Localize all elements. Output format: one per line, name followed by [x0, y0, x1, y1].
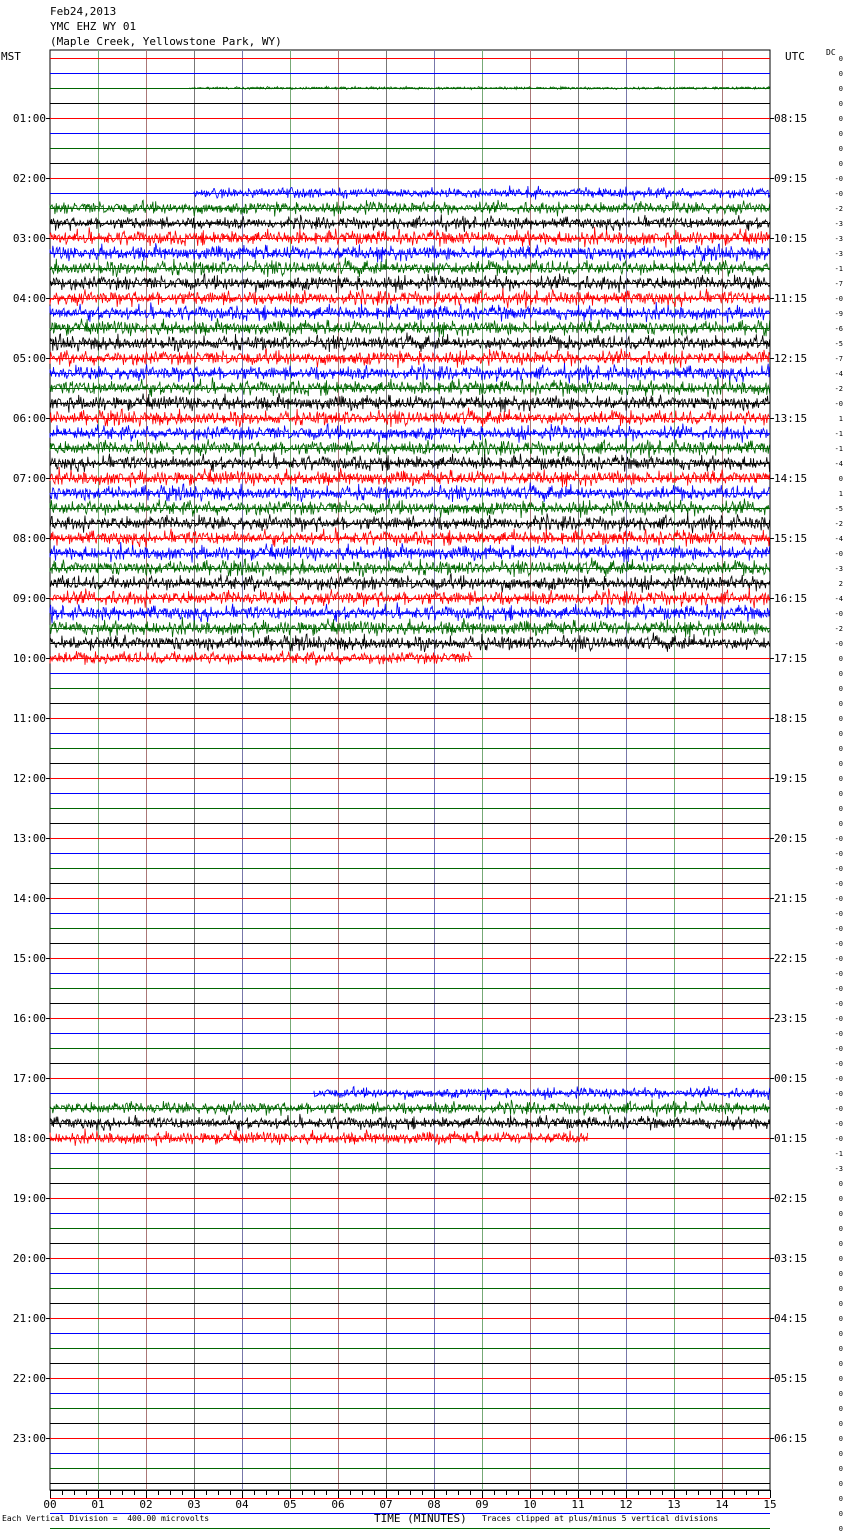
- utc-hour-label: 08:15: [774, 112, 808, 125]
- dc-offset-value: -0: [834, 880, 843, 888]
- utc-hour-label: 14:15: [774, 472, 808, 485]
- dc-offset-value: 0: [838, 1330, 843, 1338]
- utc-hour-label: 20:15: [774, 832, 808, 845]
- dc-offset-value: 1: [838, 415, 843, 423]
- mst-hour-label: 16:00: [12, 1012, 46, 1025]
- mst-hour-label: 10:00: [12, 652, 46, 665]
- dc-offset-value: 0: [838, 655, 843, 663]
- dc-offset-value: -0: [834, 1045, 843, 1053]
- dc-offset-value: 0: [838, 1450, 843, 1458]
- seismic-trace: [50, 318, 770, 337]
- x-tick-label: 03: [187, 1498, 201, 1511]
- dc-offset-value: -0: [834, 910, 843, 918]
- utc-hour-label: 21:15: [774, 892, 808, 905]
- dc-offset-value: 0: [838, 1285, 843, 1293]
- dc-offset-value: -0: [834, 640, 843, 648]
- dc-offset-value: 0: [838, 685, 843, 693]
- dc-offset-value: 0: [838, 1240, 843, 1248]
- utc-hour-label: 23:15: [774, 1012, 808, 1025]
- dc-offset-value: -3: [834, 220, 843, 228]
- dc-offset-value: -0: [834, 400, 843, 408]
- x-tick-label: 15: [763, 1498, 777, 1511]
- dc-offset-value: -0: [834, 1090, 843, 1098]
- mst-hour-label: 06:00: [12, 412, 46, 425]
- dc-offset-value: -0: [834, 1060, 843, 1068]
- mst-hour-label: 22:00: [12, 1372, 46, 1385]
- dc-offset-value: -0: [834, 835, 843, 843]
- mst-hour-label: 01:00: [12, 112, 46, 125]
- dc-offset-value: 0: [838, 115, 843, 123]
- dc-offset-value: -0: [834, 1000, 843, 1008]
- dc-offset-value: -0: [834, 985, 843, 993]
- dc-offset-value: 0: [838, 1435, 843, 1443]
- dc-offset-value: -0: [834, 970, 843, 978]
- dc-offset-value: -0: [834, 850, 843, 858]
- seismic-trace: [50, 243, 770, 262]
- mst-hour-label: 19:00: [12, 1192, 46, 1205]
- dc-offset-value: 0: [838, 145, 843, 153]
- utc-hour-label: 16:15: [774, 592, 808, 605]
- seismic-trace: [50, 302, 770, 323]
- dc-offset-value: 0: [838, 760, 843, 768]
- dc-offset-value: -5: [834, 340, 843, 348]
- dc-offset-value: -2: [834, 520, 843, 528]
- dc-offset-value: -0: [834, 610, 843, 618]
- mst-hour-label: 14:00: [12, 892, 46, 905]
- dc-offset-value: 0: [838, 160, 843, 168]
- mst-hour-label: 20:00: [12, 1252, 46, 1265]
- dc-offset-value: -3: [834, 565, 843, 573]
- x-tick-label: 14: [715, 1498, 729, 1511]
- mst-hour-label: 23:00: [12, 1432, 46, 1445]
- x-tick-label: 04: [235, 1498, 249, 1511]
- utc-hour-label: 02:15: [774, 1192, 808, 1205]
- footer-clip-note: Traces clipped at plus/minus 5 vertical divisions: [482, 1514, 719, 1523]
- footer-scale-note: Each Vertical Division = 400.00 microvolts: [2, 1514, 210, 1523]
- x-tick-label: 05: [283, 1498, 297, 1511]
- dc-offset-value: -1: [834, 445, 843, 453]
- dc-offset-value: -4: [834, 595, 843, 603]
- dc-offset-value: -6: [834, 325, 843, 333]
- dc-offset-value: 0: [838, 820, 843, 828]
- seismic-trace: [50, 467, 770, 488]
- mst-hour-label: 11:00: [12, 712, 46, 725]
- x-tick-label: 12: [619, 1498, 633, 1511]
- mst-hour-label: 18:00: [12, 1132, 46, 1145]
- dc-offset-value: 0: [838, 775, 843, 783]
- station-label: YMC EHZ WY 01: [50, 20, 137, 33]
- seismic-trace: [50, 1114, 770, 1131]
- dc-label: DC: [826, 48, 836, 57]
- dc-offset-value: 0: [838, 1525, 843, 1533]
- x-tick-label: 11: [571, 1498, 585, 1511]
- dc-offset-value: 0: [838, 1255, 843, 1263]
- seismic-trace: [50, 527, 770, 547]
- seismic-trace: [189, 86, 769, 89]
- dc-offset-value: 0: [838, 475, 843, 483]
- dc-offset-value: 2: [838, 580, 843, 588]
- mst-hour-label: 13:00: [12, 832, 46, 845]
- dc-offset-value: -0: [834, 1120, 843, 1128]
- mst-hour-label: 02:00: [12, 172, 46, 185]
- dc-offset-value: 0: [838, 1495, 843, 1503]
- dc-offset-value: 0: [838, 100, 843, 108]
- dc-offset-value: 0: [838, 1465, 843, 1473]
- dc-offset-value: 0: [838, 1180, 843, 1188]
- utc-hour-label: 09:15: [774, 172, 808, 185]
- dc-offset-value: -3: [834, 1165, 843, 1173]
- dc-offset-value: 0: [838, 700, 843, 708]
- dc-offset-value: 0: [838, 670, 843, 678]
- dc-offset-value: -1: [834, 1150, 843, 1158]
- seismic-trace: [50, 452, 770, 472]
- mst-hour-label: 08:00: [12, 532, 46, 545]
- mst-hour-label: 15:00: [12, 952, 46, 965]
- mst-hour-label: 07:00: [12, 472, 46, 485]
- dc-offset-value: -5: [834, 505, 843, 513]
- dc-offset-value: -0: [834, 1135, 843, 1143]
- x-tick-label: 10: [523, 1498, 537, 1511]
- dc-offset-value: -0: [834, 895, 843, 903]
- mst-hour-label: 21:00: [12, 1312, 46, 1325]
- utc-hour-label: 13:15: [774, 412, 808, 425]
- dc-offset-value: 0: [838, 790, 843, 798]
- x-tick-label: 00: [43, 1498, 57, 1511]
- utc-hour-label: 15:15: [774, 532, 808, 545]
- seismic-trace: [50, 617, 770, 638]
- utc-hour-label: 17:15: [774, 652, 808, 665]
- dc-offset-value: 0: [838, 1390, 843, 1398]
- x-tick-label: 08: [427, 1498, 441, 1511]
- seismic-trace: [50, 558, 770, 578]
- seismic-trace: [50, 258, 770, 278]
- dc-offset-value: -0: [834, 925, 843, 933]
- dc-offset-value: 0: [838, 715, 843, 723]
- dc-offset-value: -0: [834, 1030, 843, 1038]
- mst-hour-label: 12:00: [12, 772, 46, 785]
- dc-offset-value: -2: [834, 205, 843, 213]
- dc-offset-value: 1: [838, 490, 843, 498]
- dc-offset-value: 0: [838, 1210, 843, 1218]
- dc-offset-value: 0: [838, 1480, 843, 1488]
- seismic-trace: [50, 333, 770, 353]
- dc-offset-value: -7: [834, 280, 843, 288]
- dc-offset-value: -4: [834, 460, 843, 468]
- x-tick-label: 02: [139, 1498, 153, 1511]
- dc-offset-value: -0: [834, 1015, 843, 1023]
- dc-offset-value: 0: [838, 55, 843, 63]
- dc-offset-value: 0: [838, 730, 843, 738]
- dc-offset-value: 0: [838, 805, 843, 813]
- x-tick-label: 13: [667, 1498, 681, 1511]
- dc-offset-value: -7: [834, 355, 843, 363]
- dc-offset-value: -1: [834, 265, 843, 273]
- utc-hour-label: 03:15: [774, 1252, 808, 1265]
- utc-hour-label: 01:15: [774, 1132, 808, 1145]
- dc-offset-value: -9: [834, 310, 843, 318]
- location-label: (Maple Creek, Yellowstone Park, WY): [50, 35, 282, 48]
- dc-offset-value: -4: [834, 535, 843, 543]
- dc-offset-value: -2: [834, 385, 843, 393]
- utc-hour-label: 19:15: [774, 772, 808, 785]
- utc-hour-label: 00:15: [774, 1072, 808, 1085]
- date-label: Feb24,2013: [50, 5, 117, 18]
- dc-offset-value: -0: [834, 175, 843, 183]
- dc-offset-value: -0: [834, 550, 843, 558]
- mst-hour-label: 03:00: [12, 232, 46, 245]
- dc-offset-value: 0: [838, 1315, 843, 1323]
- seismic-trace: [50, 542, 770, 563]
- utc-hour-label: 22:15: [774, 952, 808, 965]
- dc-offset-value: -3: [834, 235, 843, 243]
- seismic-trace: [50, 393, 770, 412]
- utc-label: UTC: [785, 50, 805, 63]
- dc-offset-value: -0: [834, 865, 843, 873]
- dc-offset-value: 0: [838, 1345, 843, 1353]
- dc-offset-value: 0: [838, 130, 843, 138]
- x-tick-label: 07: [379, 1498, 393, 1511]
- seismic-trace: [50, 408, 770, 428]
- mst-hour-label: 04:00: [12, 292, 46, 305]
- dc-offset-value: 0: [838, 1300, 843, 1308]
- x-tick-label: 06: [331, 1498, 345, 1511]
- dc-offset-value: 0: [838, 1225, 843, 1233]
- utc-hour-label: 11:15: [774, 292, 808, 305]
- dc-offset-value: -4: [834, 370, 843, 378]
- mst-label: MST: [1, 50, 21, 63]
- dc-offset-value: -2: [834, 625, 843, 633]
- mst-hour-label: 17:00: [12, 1072, 46, 1085]
- dc-offset-value: -3: [834, 250, 843, 258]
- seismic-trace: [50, 1129, 588, 1147]
- seismic-trace: [50, 483, 770, 503]
- dc-offset-value: 0: [838, 1195, 843, 1203]
- seismic-trace: [50, 377, 770, 397]
- mst-hour-label: 05:00: [12, 352, 46, 365]
- dc-offset-value: -0: [834, 1105, 843, 1113]
- dc-offset-value: 0: [838, 745, 843, 753]
- x-axis-label: TIME (MINUTES): [374, 1512, 467, 1525]
- seismic-trace: [50, 227, 770, 248]
- seismic-trace: [50, 633, 770, 653]
- utc-hour-label: 12:15: [774, 352, 808, 365]
- dc-offset-value: -1: [834, 430, 843, 438]
- utc-hour-label: 05:15: [774, 1372, 808, 1385]
- dc-offset-value: -0: [834, 295, 843, 303]
- dc-offset-value: -0: [834, 940, 843, 948]
- dc-offset-value: 0: [838, 1375, 843, 1383]
- mst-hour-label: 09:00: [12, 592, 46, 605]
- dc-offset-value: 0: [838, 1405, 843, 1413]
- dc-offset-value: -0: [834, 955, 843, 963]
- dc-offset-value: -0: [834, 1075, 843, 1083]
- utc-hour-label: 10:15: [774, 232, 808, 245]
- x-tick-label: 01: [91, 1498, 105, 1511]
- dc-offset-value: -0: [834, 190, 843, 198]
- dc-offset-value: 0: [838, 1420, 843, 1428]
- dc-offset-value: 0: [838, 70, 843, 78]
- dc-offset-value: 0: [838, 1360, 843, 1368]
- utc-hour-label: 04:15: [774, 1312, 808, 1325]
- utc-hour-label: 06:15: [774, 1432, 808, 1445]
- dc-offset-value: 0: [838, 85, 843, 93]
- dc-offset-value: 0: [838, 1510, 843, 1518]
- x-tick-label: 09: [475, 1498, 489, 1511]
- dc-offset-value: 0: [838, 1270, 843, 1278]
- utc-hour-label: 18:15: [774, 712, 808, 725]
